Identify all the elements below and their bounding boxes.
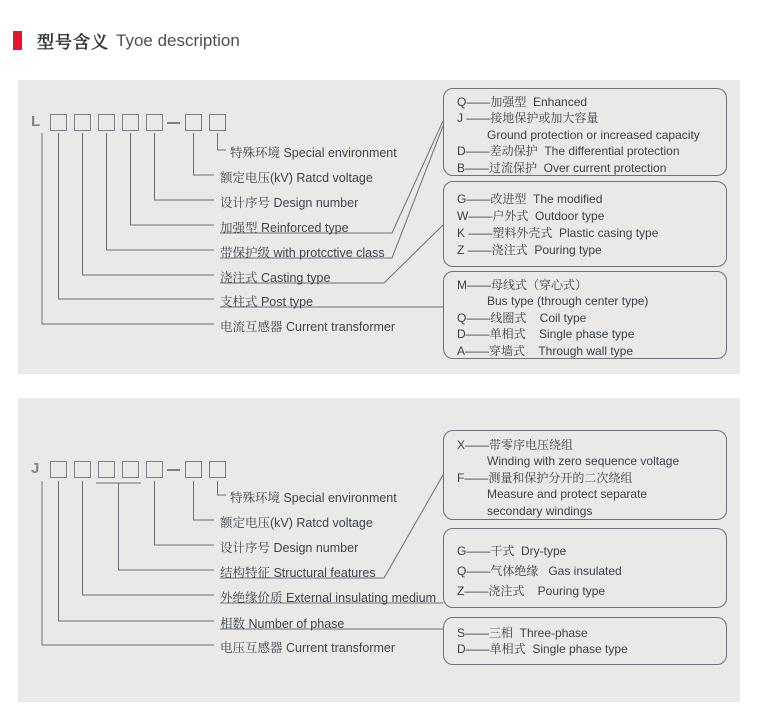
model-digit-box: [185, 114, 202, 131]
model-digit-box: [50, 114, 67, 131]
code-line: Winding with zero sequence voltage: [487, 454, 680, 469]
model-digit-box: [98, 114, 115, 131]
code-line: D——单相式 Single phase type: [457, 327, 635, 342]
structure-codes-box: [443, 181, 727, 267]
label-rated-voltage: 额定电压(kV) Ratcd voltage: [220, 516, 373, 530]
model-digit-box: [122, 461, 139, 478]
model-letter: L: [31, 113, 41, 130]
code-line: A——穿墙式 Through wall type: [457, 343, 634, 358]
model-digit-box: [209, 461, 226, 478]
model-digit-box: [209, 114, 226, 131]
model-dash: [167, 469, 180, 471]
model-letter: J: [31, 460, 40, 477]
model-digit-box: [74, 114, 91, 131]
label-casting-type: 浇注式 Casting type: [220, 271, 331, 285]
protection-codes-box: [443, 88, 727, 176]
label-voltage-transformer: 电压互感器 Current transformer: [220, 641, 396, 655]
label-special-environment: 特殊环境 Special environment: [230, 491, 397, 505]
code-line: K ——塑料外壳式 Plastic casing type: [457, 226, 659, 240]
model-digit-box: [146, 461, 163, 478]
label-design-number: 设计序号 Design number: [220, 196, 359, 210]
code-line: G——干式 Dry-type: [457, 544, 567, 558]
current-transformer-type-panel: [18, 80, 740, 374]
code-line: X——带零序电压绕组: [457, 438, 574, 452]
code-line: Q——线圈式 Coil type: [457, 310, 587, 325]
model-digit-box: [185, 461, 202, 478]
label-rated-voltage: 额定电压(kV) Ratcd voltage: [220, 171, 373, 185]
code-line: J ——接地保护或加大容量: [457, 111, 599, 126]
code-line: S——三相 Three-phase: [457, 626, 588, 640]
model-digit-box: [50, 461, 67, 478]
model-dash: [167, 122, 180, 124]
code-line: Q——加强型 Enhanced: [457, 95, 588, 109]
label-phase-number: 相数 Number of phase: [220, 617, 345, 631]
label-protective-class: 带保护级 with protcctive class: [220, 246, 385, 260]
label-special-environment: 特殊环境 Special environment: [230, 146, 397, 160]
installation-codes-box: [443, 271, 727, 359]
code-line: D——单相式 Single phase type: [457, 642, 628, 657]
section-title-en: Tyoe description: [116, 30, 240, 50]
model-digit-box: [122, 114, 139, 131]
code-line: Q——气体绝缘 Gas insulated: [457, 564, 622, 578]
label-external-insulation: 外绝缘价质 External insulating medium: [220, 591, 437, 605]
phase-codes-box: [443, 617, 727, 665]
label-structural-features: 结构特征 Structural features: [220, 566, 376, 580]
model-digit-box: [98, 461, 115, 478]
red-marker: [13, 31, 22, 50]
code-line: Measure and protect separate: [487, 487, 648, 502]
section-title-zh: 型号含义: [37, 33, 109, 52]
label-current-transformer: 电流互感器 Current transformer: [220, 320, 396, 334]
code-line: W——户外式 Outdoor type: [457, 209, 605, 223]
code-line: G——改进型 The modified: [457, 192, 603, 206]
section-header: [13, 28, 240, 53]
voltage-transformer-type-panel: [18, 398, 740, 702]
code-line: secondary windings: [487, 503, 593, 518]
code-line: Z——浇注式 Pouring type: [457, 584, 606, 598]
code-line: Bus type (through center type): [487, 294, 649, 309]
model-digit-box: [74, 461, 91, 478]
label-design-number: 设计序号 Design number: [220, 541, 359, 555]
code-line: B——过流保护 Over current protection: [457, 160, 667, 175]
insulation-codes-box: [443, 528, 727, 608]
model-digit-box: [146, 114, 163, 131]
code-line: Ground protection or increased capacity: [487, 127, 700, 142]
code-line: M——母线式（穿心式）: [457, 278, 587, 292]
code-line: D——差动保护 The differential protection: [457, 144, 680, 159]
winding-codes-box: [443, 430, 727, 520]
code-line: Z ——浇注式 Pouring type: [457, 243, 602, 257]
label-post-type: 支柱式 Post type: [220, 295, 314, 309]
label-reinforced-type: 加强型 Reinforced type: [220, 221, 349, 235]
code-line: F——测量和保护分开的二次绕组: [457, 470, 633, 485]
